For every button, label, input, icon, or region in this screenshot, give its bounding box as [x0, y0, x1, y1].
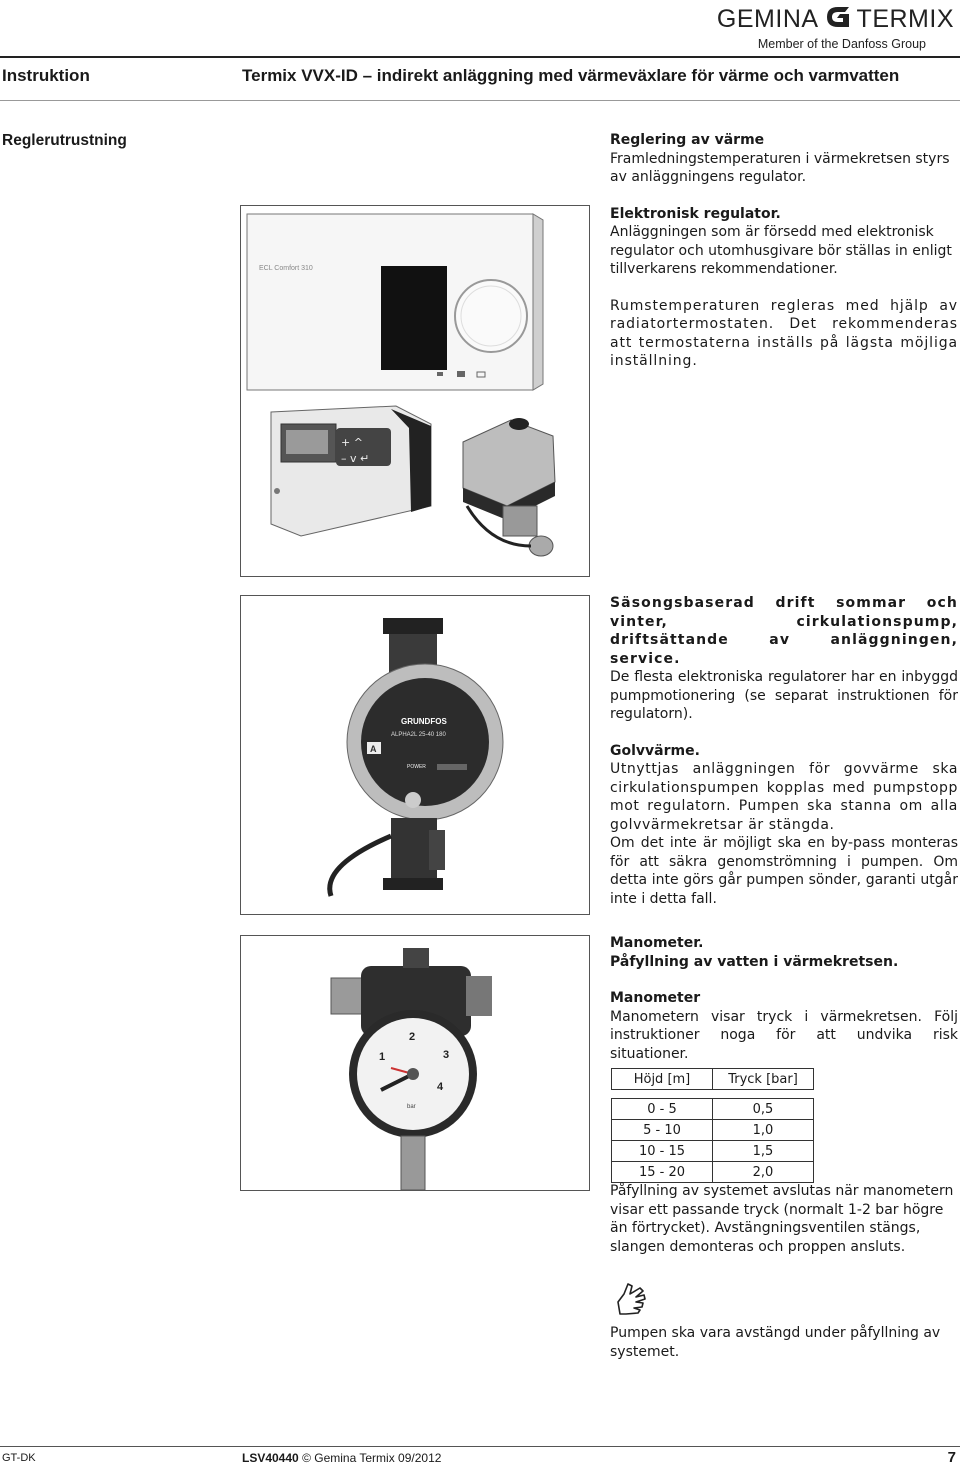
footer-code: LSV40440: [242, 1451, 299, 1465]
footer-divider: [0, 1446, 960, 1447]
controllers-photo: [240, 205, 590, 577]
table-header-row: [612, 1069, 814, 1090]
floorheat-body-2: Om det inte är möjligt ska en by-pass monteras för att säkra genomströmning i pumpen. Om detta inte görs går pumpen sönder, garanti utgår inte i detta fall.: [610, 835, 958, 907]
manometer-title-1: Manometer.: [610, 935, 704, 951]
footer-lang: GT-DK: [2, 1452, 36, 1464]
table-cell: 0 - 5: [612, 1099, 713, 1120]
gauge-tick-2: 2: [409, 1031, 416, 1043]
pressure-table: [611, 1068, 814, 1183]
brand-name-right: TERMIX: [856, 5, 954, 33]
footer-doc: [242, 1451, 441, 1465]
manometer-illustration: [241, 936, 589, 1190]
table-cell: 1,0: [713, 1120, 814, 1141]
floorheat-title: Golvvärme.: [610, 742, 700, 759]
section-seasonal: [610, 594, 958, 908]
ecl-label: ECL Comfort 310: [259, 265, 313, 272]
table-row: [612, 1141, 814, 1162]
heating-body: Framledningstemperaturen i värmekretsen styrs av anläggningens regulator.: [610, 150, 950, 185]
gauge-tick-3: 3: [443, 1049, 450, 1061]
pump-off-note-text: Pumpen ska vara avstängd under påfyllning av systemet.: [610, 1325, 941, 1360]
table-row: [612, 1120, 814, 1141]
doc-type: Instruktion: [2, 66, 90, 85]
hand-note-icon: [614, 1280, 648, 1320]
controllers-illustration: [241, 206, 589, 576]
svg-text:– v ↵: – v ↵: [341, 452, 370, 465]
doc-title: Termix VVX-ID – indirekt anläggning med värmeväxlare för värme och varmvatten: [242, 66, 900, 85]
section-manometer: [610, 934, 958, 1063]
table-row: [612, 1162, 814, 1183]
table-row: [612, 1099, 814, 1120]
footer-copyright: © Gemina Termix 09/2012: [302, 1451, 442, 1465]
section-heating-control: [610, 131, 958, 371]
brand-name-left: GEMINA: [716, 5, 819, 33]
gauge-tick-1: 1: [379, 1051, 386, 1063]
regulator-body: Anläggningen som är försedd med elektronisk regulator och utomhusgivare bör ställas in enligt tillverkarens rekommendationer.: [610, 224, 952, 277]
table-cell: 5 - 10: [612, 1120, 713, 1141]
gauge-unit: bar: [407, 1104, 416, 1110]
pump-off-note: [610, 1324, 958, 1361]
manometer-sub-title: Manometer: [610, 990, 701, 1006]
room-temp-para: Rumstemperaturen regleras med hjälp av radiatortermostaten. Det rekommenderas att termostaterna inställs på lägsta möjliga inställning.: [610, 297, 958, 369]
table-cell: 10 - 15: [612, 1141, 713, 1162]
seasonal-title: Säsongsbaserad drift sommar och vinter, cirkulationspump, driftsättande av anläggningen, service.: [610, 595, 958, 667]
pump-badge: A: [370, 744, 377, 754]
table-header-height: Höjd [m]: [612, 1069, 713, 1090]
floorheat-body: Utnyttjas anläggningen för govvärme ska cirkulationspumpen kopplas med pumpstopp mot regulatorn. Pumpen ska stanna om alla golvvärmekretsar är stängda.: [610, 761, 958, 833]
page-number: 7: [947, 1449, 956, 1466]
seasonal-body: De flesta elektroniska regulatorer har en inbyggd pumpmotionering (se separat instruktionen för regulatorn).: [610, 669, 958, 722]
header-divider-thin: [0, 100, 960, 101]
pump-illustration: [241, 596, 589, 914]
table-cell: 1,5: [713, 1141, 814, 1162]
regulator-title: Elektronisk regulator.: [610, 205, 781, 222]
svg-text:+ ^: + ^: [341, 436, 363, 449]
table-header-pressure: Tryck [bar]: [713, 1069, 814, 1090]
table-cell: 2,0: [713, 1162, 814, 1183]
manometer-title-2: Påfyllning av vatten i värmekretsen.: [610, 953, 899, 970]
heating-title: Reglering av värme: [610, 132, 765, 148]
brand-mark-icon: [823, 4, 853, 37]
section-label: Reglerutrustning: [2, 132, 127, 149]
pump-model: ALPHA2L 25-40 180: [391, 732, 446, 738]
pump-brand: GRUNDFOS: [401, 717, 447, 726]
brand-member: Member of the Danfoss Group: [757, 37, 926, 51]
table-cell: 15 - 20: [612, 1162, 713, 1183]
filling-after-text: Påfyllning av systemet avslutas när manometern visar ett passande tryck (normalt 1-2 bar högre än förtrycket). Avstängningsventilen stängs, slangen demonteras och proppen ansluts.: [610, 1183, 954, 1255]
pump-power: POWER: [407, 764, 426, 770]
brand-logo: [717, 4, 954, 37]
header-divider: [0, 56, 960, 58]
pump-photo: [240, 595, 590, 915]
gauge-tick-4: 4: [437, 1081, 444, 1093]
filling-after: [610, 1182, 958, 1256]
table-cell: 0,5: [713, 1099, 814, 1120]
manometer-photo: [240, 935, 590, 1191]
manometer-body: Manometern visar tryck i värmekretsen. Följ instruktioner noga för att undvika risk situationer.: [610, 1008, 958, 1062]
